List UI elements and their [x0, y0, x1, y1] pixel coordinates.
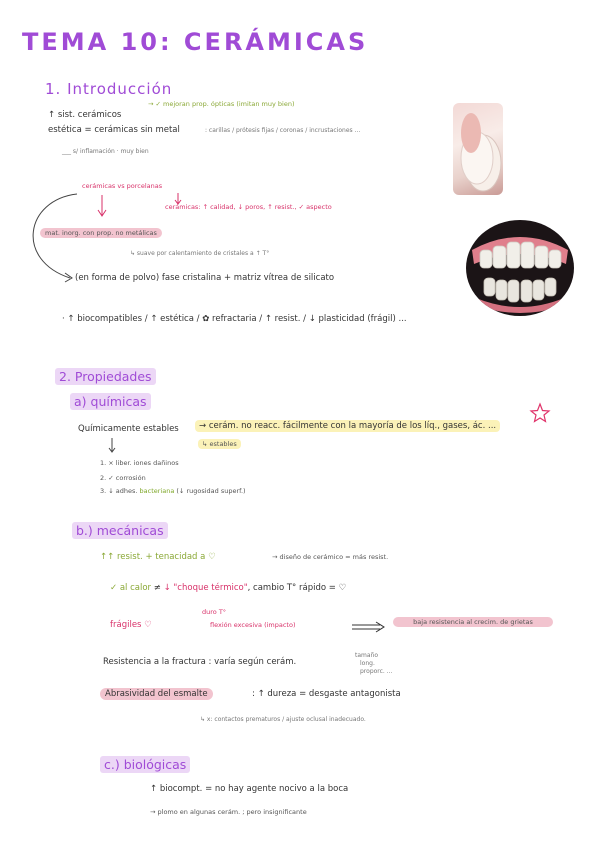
intro-line-2: estética = cerámicas sin metal	[48, 125, 180, 135]
chem-item-3: 3. ↓ adhes. bacteriana (↓ rugosidad superf.)	[100, 487, 246, 495]
chem-stable-sub: ↳ estables	[198, 439, 241, 449]
mech-line-3-note-b: flexión excesiva (impacto)	[210, 621, 296, 629]
down-arrow-icon	[96, 195, 116, 225]
ceramics-vs-porcelain: cerámicas vs porcelanas	[82, 182, 163, 190]
chem-stable: Químicamente estables	[78, 424, 179, 434]
intro-line-3: ___ s/ inflamación · muy bien	[62, 148, 149, 155]
down-arrow-icon	[172, 193, 192, 207]
mech-line-1: ↑↑ resist. + tenacidad a ♡	[100, 552, 216, 562]
powder-line: (en forma de polvo) fase cristalina + matriz vítrea de silicato	[75, 273, 335, 283]
loop-arrow-icon	[15, 190, 85, 300]
intro-line-2-note: : carillas / prótesis fijas / coronas / incrustaciones ...	[205, 127, 361, 134]
mech-line-3: frágiles ♡	[110, 620, 152, 630]
fracture-note-2: long.	[360, 660, 375, 667]
properties-summary: · ↑ biocompatibles / ↑ estética / ✿ refractaria / ↑ resist. / ↓ plasticidad (frágil) ...	[62, 314, 407, 324]
star-icon	[530, 403, 550, 423]
mech-line-4: Resistencia a la fractura : varía según cerám.	[103, 657, 297, 667]
mech-line-1-note: → diseño de cerámico = más resist.	[272, 553, 389, 561]
fracture-note-1: tamaño	[355, 652, 379, 659]
mat-inorg-note: ↳ suave por calentamiento de cristales a ↑ T°	[130, 250, 270, 257]
subsection-c-heading: c.) biológicas	[100, 756, 190, 773]
double-arrow-icon	[352, 622, 386, 632]
down-arrow-icon	[107, 438, 119, 456]
veneers-photo	[453, 103, 503, 195]
section-2-heading: 2. Propiedades	[55, 368, 156, 385]
bio-line-1: ↑ biocompt. = no hay agente nocivo a la boca	[150, 784, 349, 794]
fracture-note-3: proporc. ...	[360, 668, 393, 675]
abrasion-sub: ↳ x: contactos prematuros / ajuste oclusal inadecuado.	[200, 716, 366, 723]
chem-item-1: 1. × liber. iones dañinos	[100, 459, 179, 467]
chem-item-2: 2. ✓ corrosión	[100, 474, 146, 482]
mat-inorg-highlight: mat. inorg. con prop. no metálicas	[40, 228, 162, 238]
intro-line-1-note: → ✓ mejoran prop. ópticas (imitan muy bien)	[148, 100, 295, 108]
ceramics-vs-note: cerámicas: ↑ calidad, ↓ poros, ↑ resist., ✓ aspecto	[165, 203, 332, 211]
subsection-a-heading: a) químicas	[70, 393, 151, 410]
abrasion-highlight: Abrasividad del esmalte	[100, 688, 213, 700]
page-title: TEMA 10: CERÁMICAS	[22, 28, 369, 56]
mech-line-3-note-a: duro T°	[202, 608, 227, 616]
section-1-heading: 1. Introducción	[45, 80, 173, 98]
subsection-b-heading: b.) mecánicas	[72, 522, 168, 539]
mech-line-3-result: baja resistencia al crecim. de grietas	[393, 617, 553, 627]
chem-stable-note: → cerám. no reacc. fácilmente con la mayoría de los líq., gases, ác. ...	[195, 420, 500, 432]
teeth-smile-photo	[466, 220, 574, 316]
mech-line-2: ✓ al calor ≠ ↓ "choque térmico", cambio T° rápido = ♡	[110, 583, 347, 593]
intro-line-1: ↑ sist. cerámicos	[48, 110, 122, 120]
abrasion-text: : ↑ dureza = desgaste antagonista	[252, 689, 401, 699]
bio-line-2: → plomo en algunas cerám. ; pero insignificante	[150, 808, 307, 816]
